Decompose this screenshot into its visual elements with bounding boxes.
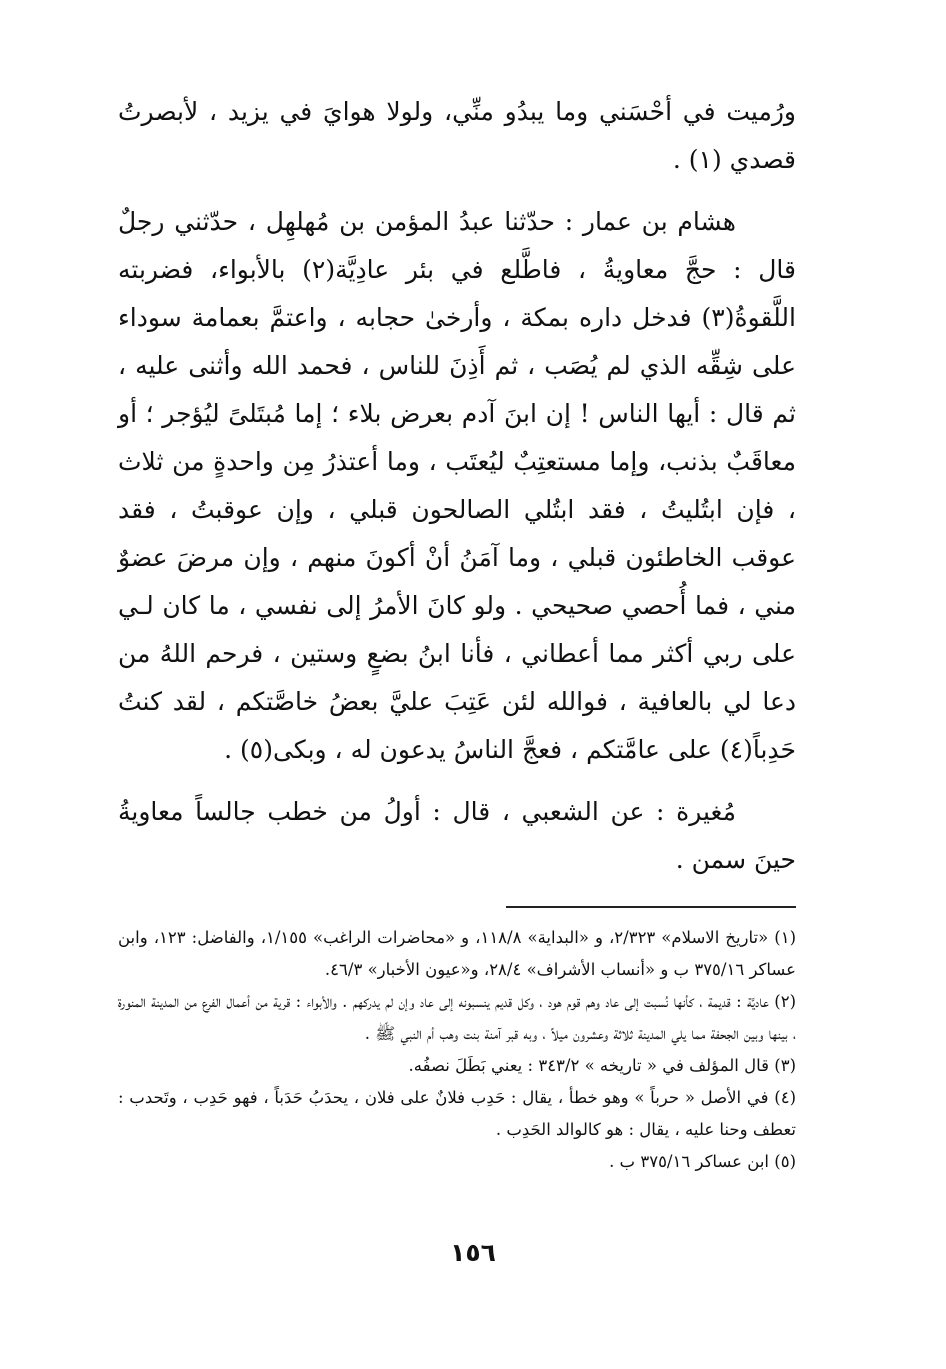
book-page [118,88,796,1369]
footnotes [118,922,796,1178]
paragraph-2: هشام بن عمار : حدّثنا عبدُ المؤمن بن مُهلهِل ، حدّثني رجلٌ قال : حجَّ معاويةُ ، فاطَّلع في بئر عادِيَّة(٢) بالأبواء، فضربته اللَّقوةُ(٣) فدخل داره بمكة ، وأرخىٰ حجابه ، واعتمَّ بعمامة سوداء على شِقِّه الذي لم يُصَب ، ثم أَذِنَ للناس ، فحمد الله وأثنى عليه ، ثم قال : أيها الناس ! إن ابنَ آدم بعرض بلاء ؛ إما مُبتَلىً ليُؤجر ؛ أو معاقَبٌ بذنب، وإما مستعتِبٌ ليُعتَب ، وما أعتذرُ مِن واحدةٍ من ثلاث ، فإن ابتُليتُ ، فقد ابتُلي الصالحون قبلي ، وإن عوقبتُ ، فقد عوقب الخاطئون قبلي ، وما آمَنُ أنْ أكونَ منهم ، وإن مرضَ عضوٌ مني ، فما أُحصي صحيحي . ولو كانَ الأمرُ إلى نفسي ، ما كان لـي على ربي أكثر مما أعطاني ، فأنا ابنُ بضعٍ وستين ، فرحم اللهُ من دعا لي بالعافية ، فوالله لئن عَتِبَ عليَّ بعضُ خاصَّتكم ، لقد كنتُ حَدِباً(٤) على عامَّتكم ، فعجَّ الناسُ يدعون له ، وبكى(٥) . [118,207,797,764]
main-text [118,88,796,884]
footnote-4: (٤) في الأصل « حرباً » وهو خطأ ، يقال : حَدِب فلانٌ على فلان ، يحدَبُ حَدَباً ، فهو حَدِب ، وتَحدب : تعطف وحنا عليه ، يقال : هو كالوالد الحَدِب . [118,1088,796,1139]
footnote-1: (١) «تاريخ الاسلام» ٢/٣٢٣، و «البداية» ١١٨/٨، و «محاضرات الراغب» ١/١٥٥، والفاضل: ١٢٣، وابن عساكر ٣٧٥/١٦ ب و «أنساب الأشراف» ٢٨/٤، و«عيون الأخبار» ٤٦/٣. [118,928,796,979]
footnote-divider [506,906,796,908]
page-number: ١٥٦ [450,1238,496,1267]
footnote-divider-wrap [118,884,796,922]
footnote-5: (٥) ابن عساكر ٣٧٥/١٦ ب . [609,1152,796,1171]
paragraph-1: ورُميت في أحْسَني وما يبدُو منِّي، ولولا هوايَ في يزيد ، لأبصرتُ قصدي (١) . [118,97,796,174]
footnote-2: (٢) عاديَّة : قديمة ، كأنها نُسبت إلى عاد وهم قوم هود ، وكل قديم ينسبونه إلى عاد وإن لم يدركهم . والأبواء : قرية من أعمال الفرع من المدينة المنورة ، بينها وبين الجحفة مما يلي المدينة ثلاثة وعشرون ميلاً ، وبه قبر آمنة بنت وهب أم النبي ﷺ . [118,992,796,1043]
footnote-3: (٣) قال المؤلف في « تاريخه » ٣٤٣/٢ : يعني بَطَلَ نصفُه. [408,1056,796,1075]
paragraph-3: مُغيرة : عن الشعبي ، قال : أولُ من خطب جالساً معاويةُ حينَ سمن . [118,797,796,874]
